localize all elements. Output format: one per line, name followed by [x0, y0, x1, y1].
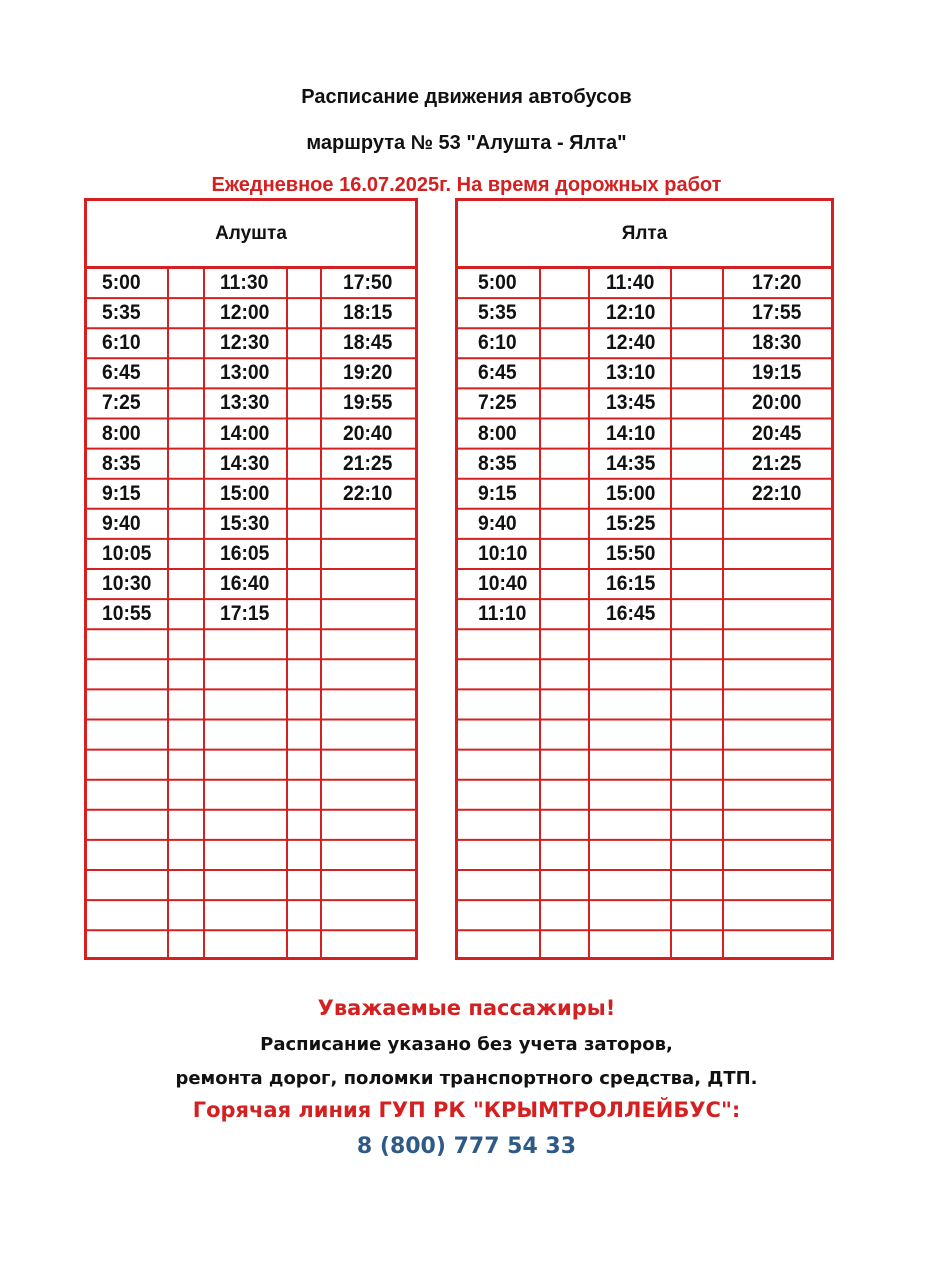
yalta-departure-time: 13:10 [606, 361, 656, 385]
yalta-departure-time: 12:10 [606, 301, 656, 325]
yalta-departure-time: 10:40 [478, 572, 528, 595]
alushta-departure-time: 5:35 [102, 301, 141, 325]
yalta-departure-time: 16:45 [606, 602, 656, 626]
alushta-departure-time: 5:00 [102, 271, 141, 294]
yalta-departure-time: 11:10 [478, 602, 527, 626]
schedule-title: Расписание движения автобусов [301, 86, 632, 108]
alushta-departure-time: 10:55 [102, 602, 152, 626]
yalta-departure-time: 20:00 [752, 391, 802, 415]
alushta-departure-time: 17:50 [343, 271, 393, 294]
schedule-subtitle: Ежедневное 16.07.2025г. На время дорожных работ [211, 174, 722, 196]
yalta-departure-time: 6:10 [478, 331, 517, 355]
alushta-departure-time: 17:15 [220, 602, 270, 626]
alushta-departure-time: 12:00 [220, 301, 270, 325]
alushta-departure-time: 16:40 [220, 572, 270, 595]
yalta-header: Ялта [458, 201, 831, 269]
yalta-departure-time: 14:35 [606, 451, 656, 475]
alushta-departure-time: 14:30 [220, 451, 270, 475]
alushta-departure-time: 18:45 [343, 331, 393, 355]
route-title: маршрута № 53 "Алушта - Ялта" [306, 132, 627, 154]
alushta-departure-time: 21:25 [343, 451, 393, 475]
notice-line-2: ремонта дорог, поломки транспортного средства, ДТП. [175, 1068, 758, 1089]
alushta-departure-time: 8:00 [102, 421, 141, 445]
alushta-departure-time: 11:30 [220, 271, 269, 294]
alushta-departure-time: 14:00 [220, 421, 270, 445]
alushta-header: Алушта [87, 201, 415, 269]
alushta-departure-time: 12:30 [220, 331, 270, 355]
notice-heading: Уважаемые пассажиры! [317, 996, 616, 1020]
yalta-departure-time: 15:25 [606, 511, 656, 535]
yalta-departure-time: 9:40 [478, 511, 517, 535]
yalta-departure-time: 17:20 [752, 271, 802, 294]
alushta-departure-time: 10:05 [102, 541, 152, 565]
yalta-departure-time: 9:15 [478, 481, 517, 505]
yalta-departure-time: 5:35 [478, 301, 517, 325]
yalta-departure-time: 21:25 [752, 451, 802, 475]
alushta-departure-time: 15:00 [220, 481, 270, 505]
alushta-departure-time: 19:55 [343, 391, 393, 415]
alushta-departure-time: 10:30 [102, 572, 152, 595]
yalta-departure-time: 15:50 [606, 541, 656, 565]
alushta-departure-time: 16:05 [220, 541, 270, 565]
alushta-departure-time: 19:20 [343, 361, 393, 385]
alushta-departure-time: 8:35 [102, 451, 141, 475]
alushta-departure-time: 6:45 [102, 361, 141, 385]
alushta-departure-time: 13:30 [220, 391, 270, 415]
yalta-departure-time: 7:25 [478, 391, 517, 415]
yalta-departure-time: 5:00 [478, 271, 517, 294]
yalta-departure-time: 16:15 [606, 572, 656, 595]
yalta-departure-time: 22:10 [752, 481, 802, 505]
yalta-departure-time: 14:10 [606, 421, 656, 445]
notice-line-1: Расписание указано без учета заторов, [260, 1034, 673, 1055]
alushta-departure-time: 20:40 [343, 421, 393, 445]
alushta-departure-time: 6:10 [102, 331, 141, 355]
yalta-departure-time: 6:45 [478, 361, 517, 385]
yalta-departure-time: 11:40 [606, 271, 655, 294]
hotline-phone: 8 (800) 777 54 33 [356, 1134, 577, 1159]
alushta-departure-time: 9:15 [102, 481, 141, 505]
yalta-departure-time: 8:35 [478, 451, 517, 475]
yalta-departure-time: 19:15 [752, 361, 802, 385]
yalta-departure-time: 20:45 [752, 421, 802, 445]
alushta-departure-time: 15:30 [220, 511, 270, 535]
yalta-departure-time: 13:45 [606, 391, 656, 415]
alushta-departure-time: 18:15 [343, 301, 393, 325]
yalta-departure-time: 12:40 [606, 331, 656, 355]
alushta-departure-time: 7:25 [102, 391, 141, 415]
yalta-departure-time: 15:00 [606, 481, 656, 505]
hotline-label: Горячая линия ГУП РК "КРЫМТРОЛЛЕЙБУС": [192, 1098, 741, 1122]
yalta-departure-time: 18:30 [752, 331, 802, 355]
alushta-departure-time: 13:00 [220, 361, 270, 385]
yalta-departure-time: 17:55 [752, 301, 802, 325]
yalta-departure-time: 8:00 [478, 421, 517, 445]
alushta-departure-time: 9:40 [102, 511, 141, 535]
yalta-departure-time: 10:10 [478, 541, 528, 565]
alushta-departure-time: 22:10 [343, 481, 393, 505]
